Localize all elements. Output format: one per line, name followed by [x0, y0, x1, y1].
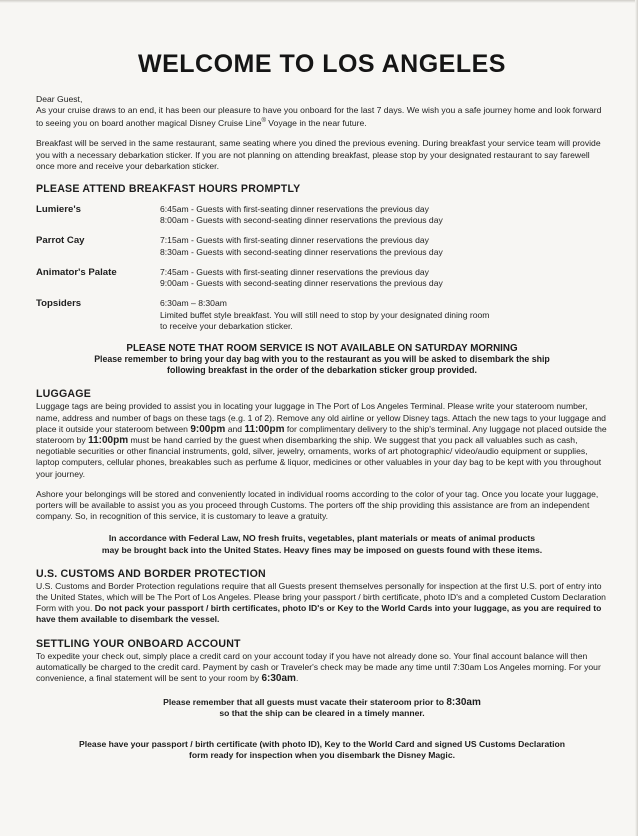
schedule-line: to receive your debarkation sticker.: [160, 320, 293, 331]
breakfast-schedule: [36, 204, 608, 332]
customs-bold-text: Do not pack your passport / birth certificates, photo ID's or Key to the World Cards into your luggage, as you are required to have them available to disembark the vessel.: [36, 603, 602, 625]
schedule-line: 6:45am - Guests with first-seating dinner reservations the previous day: [160, 204, 429, 215]
restaurant-name: Animator's Palate: [36, 266, 117, 278]
notice-line: following breakfast in the order of the debarkation sticker group provided.: [167, 365, 477, 376]
time-highlight: 11:00pm: [244, 423, 285, 435]
page-title: WELCOME TO LOS ANGELES: [138, 50, 506, 78]
luggage-text: Luggage tags are being provided to assist you in locating your luggage in The Port of Los Angeles Terminal. Please write your stateroom number, name, address and number of bags on these tags (e.g. 1 of 2). Remove any old airline or yellow Disney tags. Attach the new tags to your luggage and place it outside your stateroom between: [36, 401, 606, 434]
account-text: To expedite your check out, simply place a credit card on your account today if you have not already done so. Your final account balance will then automatically be charged to the credit card. Payment by cash or Traveler's check may be made any time until 7:30am Los Angeles morning. For your convenience, a final statement will be sent to your room by: [36, 650, 601, 683]
restaurant-row: [36, 267, 608, 289]
final-line: form ready for inspection when you disembark the Disney Magic.: [189, 749, 455, 760]
restaurant-row: [36, 235, 608, 257]
restaurant-row: [36, 204, 608, 226]
account-heading: SETTLING YOUR ONBOARD ACCOUNT: [36, 637, 241, 650]
schedule-line: 7:15am - Guests with first-seating dinner reservations the previous day: [160, 235, 429, 246]
scan-edge: [0, 0, 638, 3]
time-highlight: 6:30am: [261, 672, 296, 684]
vacate-line: so that the ship can be cleared in a timely manner.: [219, 708, 425, 719]
breakfast-intro-paragraph: Breakfast will be served in the same restaurant, same seating where you dined the previous evening. During breakfast your service team will provide you with a necessary debarkation sticker. If you are not planning on attending breakfast, please stop by your designated restaurant to say farewell once more and receive your debarkation sticker.: [36, 138, 601, 171]
salutation: Dear Guest,: [36, 94, 83, 104]
restaurant-times: [160, 235, 608, 257]
account-text: .: [295, 672, 299, 683]
luggage-text: for complimentary delivery to the ship's terminal. Any luggage not placed outside the stateroom by: [36, 423, 607, 445]
customs-text: U.S. Customs and Border Protection regulations require that all Guests present themselves personally for inspection at the first U.S. port of entry into the United States, which will be The Port of Los Angeles. Please bring your passport / birth certificate, photo ID's and a completed Custom Declaration Form with you.: [36, 580, 606, 614]
notice-line: Please remember to bring your day bag with you to the restaurant as you will be asked to disembark the ship: [94, 354, 550, 365]
vacate-text: Please remember that all guests must vacate their stateroom prior to: [163, 697, 447, 708]
vacate-notice: [36, 697, 608, 719]
intro-text-tail: Voyage in the near future.: [265, 118, 367, 129]
luggage-heading: LUGGAGE: [36, 388, 91, 401]
schedule-line: 9:00am - Guests with second-seating dinner reservations the previous day: [160, 278, 443, 289]
schedule-line: Limited buffet style breakfast. You will still need to stop by your designated dining room: [160, 309, 490, 320]
customs-heading: U.S. CUSTOMS AND BORDER PROTECTION: [36, 567, 266, 580]
law-line: In accordance with Federal Law, NO fresh fruits, vegetables, plant materials or meats of animal products: [108, 533, 536, 544]
breakfast-heading: PLEASE ATTEND BREAKFAST HOURS PROMPTLY: [36, 183, 301, 196]
final-line: Please have your passport / birth certificate (with photo ID), Key to the World Card and signed US Customs Declaration: [79, 738, 565, 749]
customs-paragraph: [36, 581, 608, 626]
schedule-line: 6:30am – 8:30am: [160, 298, 227, 309]
time-highlight: 11:00pm: [88, 434, 129, 446]
restaurant-name: Lumiere's: [36, 204, 81, 216]
final-notice: [36, 739, 608, 761]
vacate-line: [36, 697, 608, 708]
account-paragraph: [36, 651, 608, 685]
luggage-paragraph: [36, 401, 608, 479]
restaurant-name: Parrot Cay: [36, 235, 85, 247]
law-line: may be brought back into the United States. Heavy fines may be imposed on guests found with these items.: [101, 544, 543, 555]
luggage-text: and: [225, 423, 245, 434]
restaurant-times: [160, 204, 608, 226]
restaurant-name: Topsiders: [36, 298, 82, 310]
restaurant-times: [160, 267, 608, 289]
schedule-line: 7:45am - Guests with first-seating dinner reservations the previous day: [160, 266, 429, 277]
luggage-text: must be hand carried by the guest when disembarking the ship. We suggest that you pack all valuables such as cash, negotiable securities or other financial instruments, gold, silver, jewelry, ornaments, works of art photographic/ video/audio equipment or supplies, laptop computers, cellular phones, breakables such as perfume & liquor, medicines or other valuables in your day bag to be kept with you throughout your journey.: [36, 434, 602, 479]
restaurant-row: [36, 298, 608, 332]
schedule-line: 8:00am - Guests with second-seating dinner reservations the previous day: [160, 215, 443, 226]
notice-heading: PLEASE NOTE THAT ROOM SERVICE IS NOT AVAILABLE ON SATURDAY MORNING: [126, 342, 518, 354]
restaurant-times: [160, 298, 608, 332]
schedule-line: 8:30am - Guests with second-seating dinner reservations the previous day: [160, 246, 443, 257]
luggage-storage-paragraph: Ashore your belongings will be stored and conveniently located in individual rooms according to the color of your tag. Once you locate your luggage, porters will be available to assist you as you proceed through Customs. The porters off the ship providing this assistance are from an independent company. So, in recognition of this service, it is customary to leave a gratuity.: [36, 488, 599, 522]
intro-text: As your cruise draws to an end, it has been our pleasure to have you onboard for the last 7 days. We wish you a safe journey home and look forward to seeing you on board another magical Disney Cruise Line: [36, 105, 602, 129]
federal-law-notice: [36, 533, 608, 555]
intro-paragraph: [36, 105, 608, 129]
room-service-notice: [36, 343, 608, 376]
registered-mark: ®: [261, 118, 266, 125]
time-highlight: 8:30am: [446, 697, 481, 709]
time-highlight: 9:00pm: [190, 423, 226, 435]
